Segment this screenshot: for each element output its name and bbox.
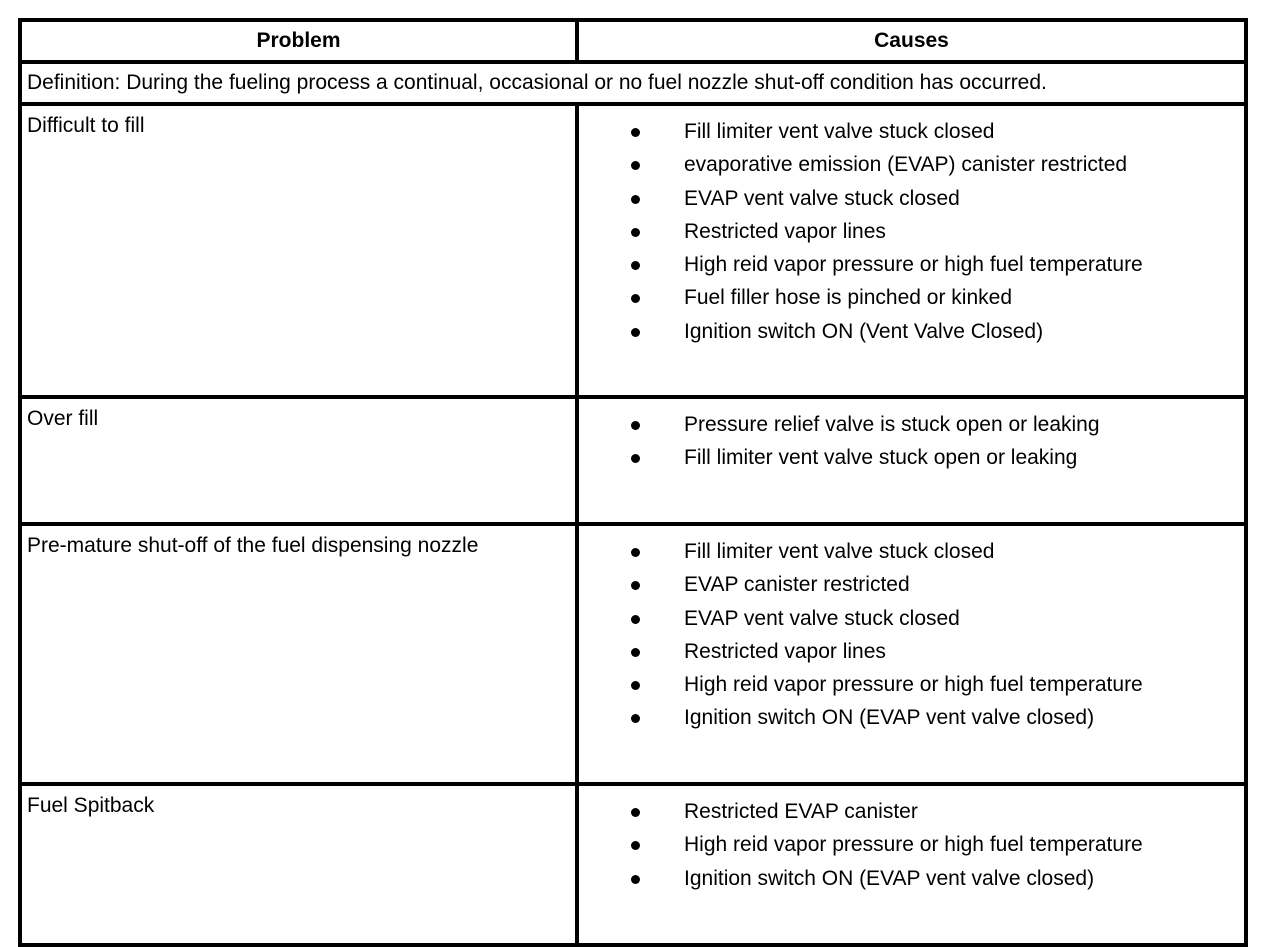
cause-text: Restricted vapor lines <box>684 219 886 243</box>
cause-text: evaporative emission (EVAP) canister restricted <box>684 153 1128 177</box>
cause-item <box>579 248 1244 281</box>
bullet-icon <box>631 581 640 590</box>
cause-item <box>579 701 1244 734</box>
cause-item <box>579 568 1244 601</box>
header-row <box>20 20 1246 62</box>
cause-item <box>579 148 1244 181</box>
cause-item <box>579 828 1244 861</box>
cause-text: Restricted EVAP canister <box>684 800 918 823</box>
bullet-icon <box>631 615 640 624</box>
bullet-icon <box>631 421 640 430</box>
problem-cell: Difficult to fill <box>20 104 577 397</box>
definition-text: Definition: During the fueling process a continual, occasional or no fuel nozzle shut-off condition has occurred. <box>20 62 1246 104</box>
problem-cell: Fuel Spitback <box>20 784 577 945</box>
cause-text: Ignition switch ON (EVAP vent valve closed) <box>684 866 1095 890</box>
bullet-icon <box>631 681 640 690</box>
problem-cell: Pre-mature shut-off of the fuel dispensing nozzle <box>20 524 577 784</box>
cause-item <box>579 408 1244 441</box>
cause-item <box>579 182 1244 215</box>
cause-item <box>579 441 1244 474</box>
cause-text: EVAP vent valve stuck closed <box>684 186 960 210</box>
cause-text: Fill limiter vent valve stuck closed <box>684 120 995 143</box>
problem-header: Problem <box>20 20 577 62</box>
bullet-icon <box>631 294 640 303</box>
causes-cell <box>577 397 1246 524</box>
bullet-icon <box>631 875 640 884</box>
table-row <box>20 104 1246 397</box>
problem-cell: Over fill <box>20 397 577 524</box>
cause-text: Fuel filler hose is pinched or kinked <box>684 286 1013 310</box>
causes-list <box>579 115 1244 348</box>
cause-item <box>579 215 1244 248</box>
causes-list <box>579 408 1244 475</box>
table-row <box>20 784 1246 945</box>
bullet-icon <box>631 454 640 463</box>
cause-item <box>579 635 1244 668</box>
cause-text: Ignition switch ON (Vent Valve Closed) <box>684 319 1044 343</box>
bullet-icon <box>631 328 640 337</box>
cause-text: Fill limiter vent valve stuck closed <box>684 540 995 563</box>
table-row <box>20 397 1246 524</box>
cause-item <box>579 668 1244 701</box>
cause-text: Ignition switch ON (EVAP vent valve closed) <box>684 706 1095 730</box>
bullet-icon <box>631 161 640 170</box>
bullet-icon <box>631 128 640 137</box>
table-row <box>20 524 1246 784</box>
cause-text: Restricted vapor lines <box>684 639 886 663</box>
cause-item <box>579 602 1244 635</box>
cause-text: Pressure relief valve is stuck open or leaking <box>684 413 1100 436</box>
cause-item <box>579 535 1244 568</box>
causes-list <box>579 795 1244 895</box>
cause-text: EVAP canister restricted <box>684 573 910 597</box>
definition-row <box>20 62 1246 104</box>
cause-text: High reid vapor pressure or high fuel temperature <box>684 673 1143 697</box>
cause-item <box>579 315 1244 348</box>
bullet-icon <box>631 808 640 817</box>
bullet-icon <box>631 648 640 657</box>
bullet-icon <box>631 228 640 237</box>
bullet-icon <box>631 195 640 204</box>
cause-item <box>579 795 1244 828</box>
cause-text: Fill limiter vent valve stuck open or leaking <box>684 446 1078 470</box>
diagnosis-table <box>18 18 1248 947</box>
bullet-icon <box>631 841 640 850</box>
cause-text: High reid vapor pressure or high fuel temperature <box>684 833 1143 857</box>
causes-header: Causes <box>577 20 1246 62</box>
causes-cell <box>577 524 1246 784</box>
cause-text: EVAP vent valve stuck closed <box>684 606 960 630</box>
cause-item <box>579 281 1244 314</box>
bullet-icon <box>631 261 640 270</box>
causes-cell <box>577 104 1246 397</box>
cause-item <box>579 862 1244 895</box>
causes-cell <box>577 784 1246 945</box>
causes-list <box>579 535 1244 735</box>
cause-text: High reid vapor pressure or high fuel temperature <box>684 253 1143 277</box>
bullet-icon <box>631 548 640 557</box>
bullet-icon <box>631 714 640 723</box>
cause-item <box>579 115 1244 148</box>
